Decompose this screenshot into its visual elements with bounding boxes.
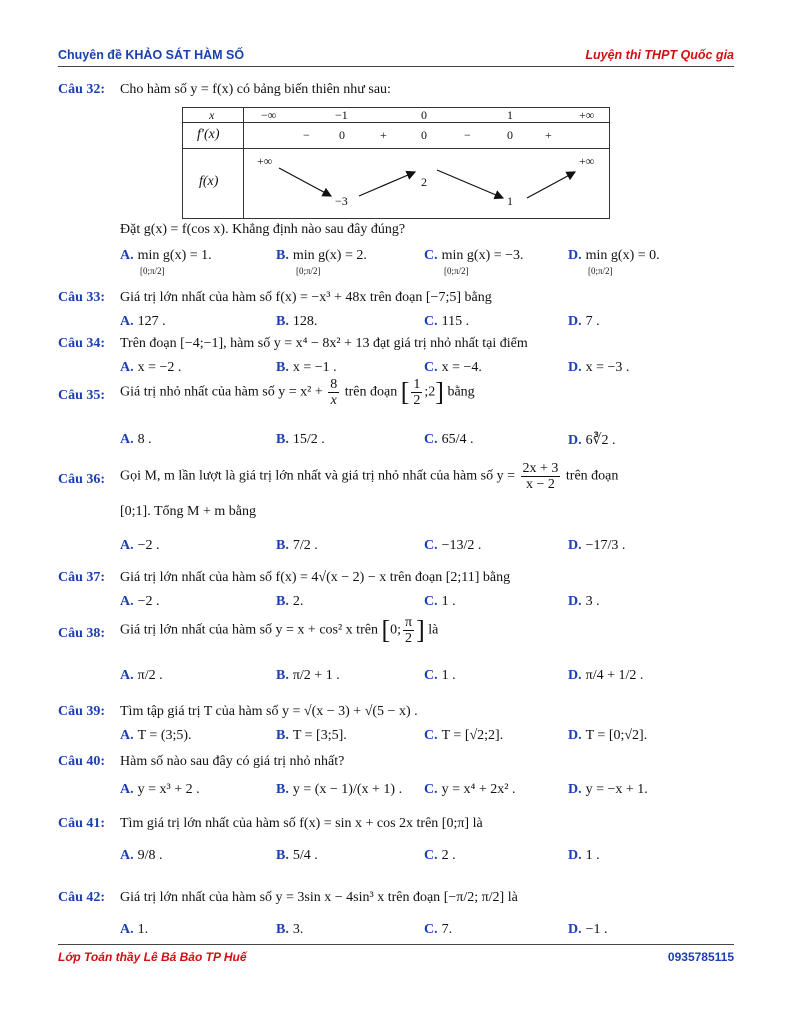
table-fp-label: f′(x) [197,127,220,142]
option-d[interactable]: D. 1 . [568,848,600,863]
option-b[interactable]: B. 3. [276,922,304,937]
option-d[interactable]: D. 3 . [568,594,600,609]
question-text: Giá trị lớn nhất của hàm số f(x) = 4√(x − 2) − x trên đoạn [2;11] bằng [120,570,511,585]
table-fp-sign: − [303,128,310,142]
option-c[interactable]: C. min g(x) = −3. [424,248,524,263]
question-text: Trên đoạn [−4;−1], hàm số y = x⁴ − 8x² + 13 đạt giá trị nhỏ nhất tại điểm [120,336,528,351]
option-d[interactable]: D. min g(x) = 0. [568,248,660,263]
question-number: Câu 37: [58,570,106,585]
header-subtitle: Luyện thi THPT Quốc gia [585,48,734,62]
variation-arrows [183,108,609,218]
question-number: Câu 36: [58,472,106,487]
option-c[interactable]: C. 2 . [424,848,456,863]
question-text: Cho hàm số y = f(x) có bảng biến thiên như sau: [120,82,391,97]
option-c[interactable]: C. 1 . [424,594,456,609]
question-text: Hàm số nào sau đây có giá trị nhỏ nhất? [120,754,345,769]
option-c[interactable]: C. x = −4. [424,360,482,375]
question-number: Câu 38: [58,626,106,641]
option-a[interactable]: A. 9/8 . [120,848,163,863]
question-number: Câu 41: [58,816,106,831]
min-interval: [0;π/2] [296,266,321,276]
page-header [58,48,734,66]
option-b[interactable]: B. x = −1 . [276,360,337,375]
option-d[interactable]: D. y = −x + 1. [568,782,648,797]
question-text: Giá trị nhỏ nhất của hàm số y = x² + $\frac{8}{x}$ trên đoạn [ $\frac{1}{2}$ ;2] bằng [120,377,475,408]
min-interval: [0;π/2] [588,266,613,276]
option-d[interactable]: D. 7 . [568,314,600,329]
footer-phone: 0935785115 [667,950,734,964]
table-fp-sign: + [380,128,387,142]
table-f-value: 1 [507,194,513,208]
question-number: Câu 34: [58,336,106,351]
header-rule [58,66,734,67]
table-x-value: 1 [507,108,513,122]
question-text: Gọi M, m lần lượt là giá trị lớn nhất và giá trị nhỏ nhất của hàm số y = $\frac{2x + 3}{x - 2}$ trên đoạn [120,461,619,492]
table-fp-sign: 0 [507,128,513,142]
option-c[interactable]: C. −13/2 . [424,538,482,553]
min-interval: [0;π/2] [140,266,165,276]
question-number: Câu 35: [58,388,106,403]
table-fp-sign: 0 [421,128,427,142]
option-a[interactable]: A. −2 . [120,538,160,553]
question-text: [0;1]. Tổng M + m bằng [120,504,256,519]
option-c[interactable]: C. 65/4 . [424,432,474,447]
question-text: Đặt g(x) = f(cos x). Khẳng định nào sau đây đúng? [120,222,406,237]
question-number: Câu 33: [58,290,106,305]
table-fp-sign: 0 [339,128,345,142]
table-fp-sign: + [545,128,552,142]
table-f-value: +∞ [579,154,595,168]
header-title: Chuyên đề KHẢO SÁT HÀM SỐ [58,48,245,62]
option-b[interactable]: B. y = (x − 1)/(x + 1) . [276,782,403,797]
option-a[interactable]: A. min g(x) = 1. [120,248,212,263]
table-f-value: +∞ [257,154,273,168]
option-d[interactable]: D. T = [0;√2]. [568,728,648,743]
option-a[interactable]: A. −2 . [120,594,160,609]
table-f-label: f(x) [199,174,219,189]
option-d[interactable]: D. −17/3 . [568,538,626,553]
option-d[interactable]: D. x = −3 . [568,360,630,375]
option-c[interactable]: C. y = x⁴ + 2x² . [424,782,516,797]
question-text: Tìm tập giá trị T của hàm số y = √(x − 3) + √(5 − x) . [120,704,418,719]
footer-rule [58,944,734,945]
option-a[interactable]: A. π/2 . [120,668,163,683]
question-number: Câu 42: [58,890,106,905]
table-f-value: −3 [335,194,348,208]
option-a[interactable]: A. 1. [120,922,149,937]
option-d[interactable]: D. −1 . [568,922,608,937]
option-c[interactable]: C. 115 . [424,314,470,329]
option-d[interactable]: D. 6∛2 . [568,433,616,448]
option-b[interactable]: B. min g(x) = 2. [276,248,367,263]
option-b[interactable]: B. 7/2 . [276,538,318,553]
variation-table [182,107,610,219]
option-b[interactable]: B. 2. [276,594,304,609]
table-x-value: −1 [335,108,348,122]
option-d[interactable]: D. π/4 + 1/2 . [568,668,644,683]
option-b[interactable]: B. 15/2 . [276,432,325,447]
option-b[interactable]: B. 5/4 . [276,848,318,863]
option-a[interactable]: A. 8 . [120,432,152,447]
table-x-label: x [209,108,215,122]
question-number: Câu 40: [58,754,106,769]
option-a[interactable]: A. 127 . [120,314,166,329]
option-b[interactable]: B. π/2 + 1 . [276,668,340,683]
min-interval: [0;π/2] [444,266,469,276]
option-b[interactable]: B. T = [3;5]. [276,728,347,743]
option-b[interactable]: B. 128. [276,314,318,329]
option-a[interactable]: A. y = x³ + 2 . [120,782,200,797]
question-text: Giá trị lớn nhất của hàm số y = x + cos² x trên [0; $\frac{\pi}{2}$ ] là [120,615,439,646]
table-x-value: +∞ [579,108,595,122]
table-f-value: 2 [421,175,427,189]
footer-author: Lớp Toán thầy Lê Bá Bảo TP Huế [58,950,247,964]
option-c[interactable]: C. 7. [424,922,453,937]
option-c[interactable]: C. 1 . [424,668,456,683]
table-x-value: −∞ [261,108,277,122]
option-a[interactable]: A. x = −2 . [120,360,182,375]
question-text: Tìm giá trị lớn nhất của hàm số f(x) = sin x + cos 2x trên [0;π] là [120,816,483,831]
question-number: Câu 32: [58,82,106,97]
option-a[interactable]: A. T = (3;5). [120,728,192,743]
table-x-value: 0 [421,108,427,122]
question-text: Giá trị lớn nhất của hàm số f(x) = −x³ + 48x trên đoạn [−7;5] bằng [120,290,492,305]
option-c[interactable]: C. T = [√2;2]. [424,728,504,743]
question-text: Giá trị lớn nhất của hàm số y = 3sin x − 4sin³ x trên đoạn [−π/2; π/2] là [120,890,518,905]
table-fp-sign: − [464,128,471,142]
question-number: Câu 39: [58,704,106,719]
